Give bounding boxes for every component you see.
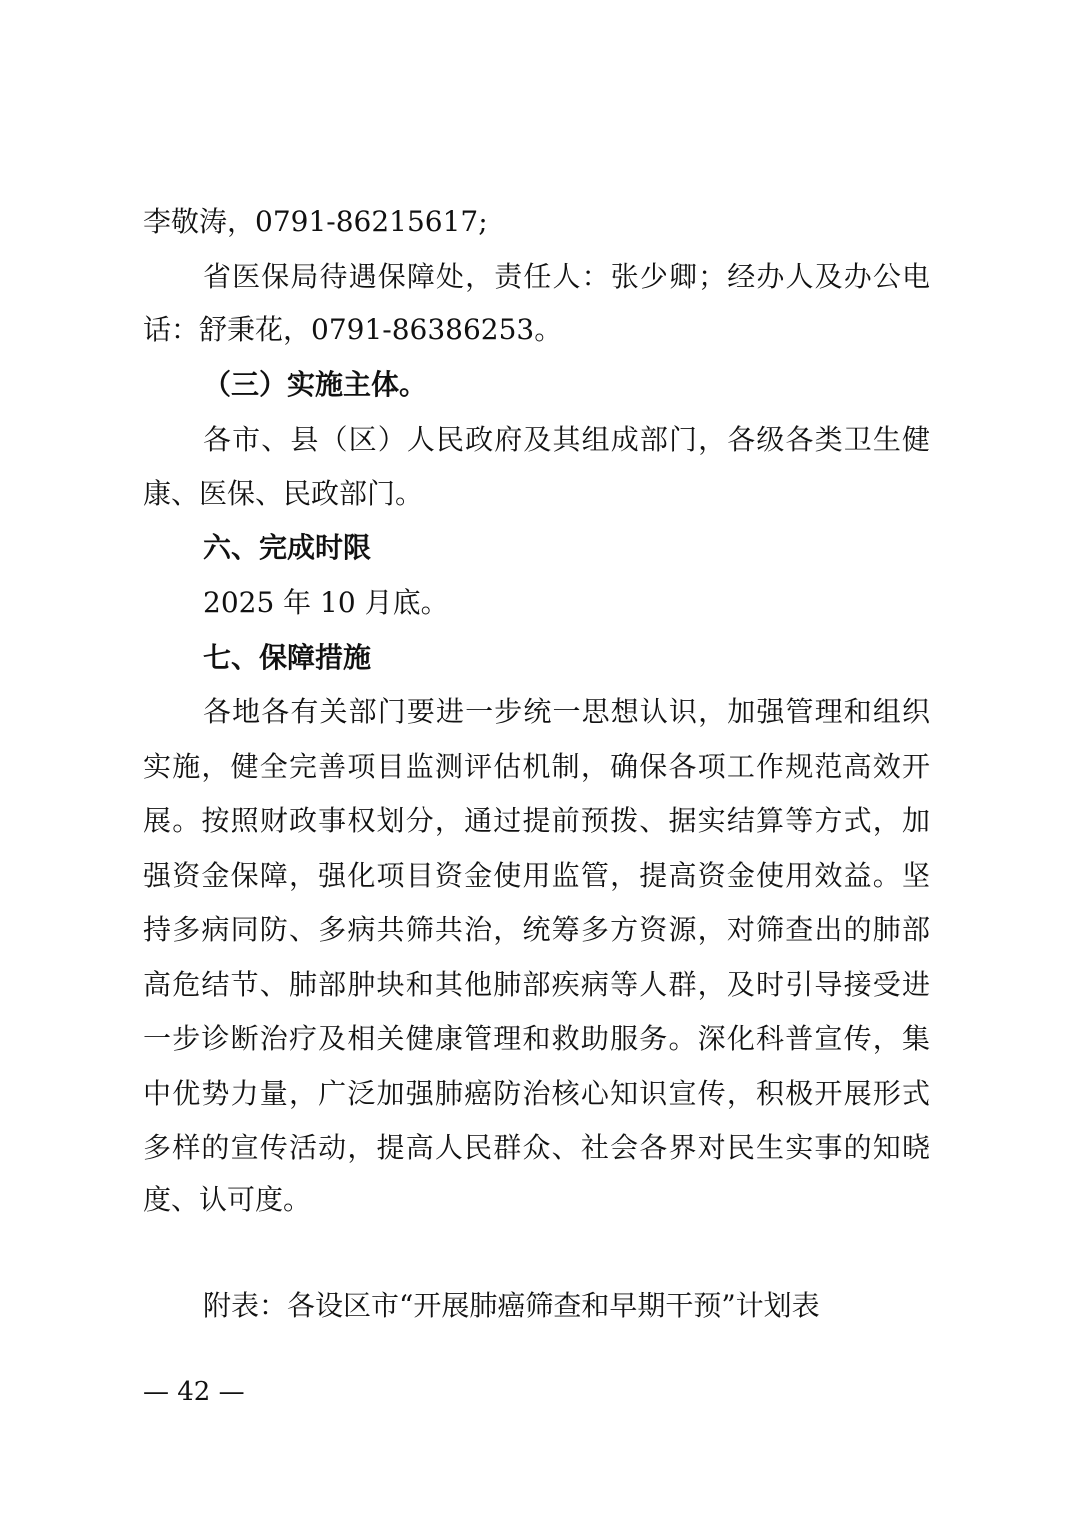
text-line: 省医保局待遇保障处，责任人：张少卿；经办人及办公电	[203, 260, 930, 293]
text-line: 各市、县（区）人民政府及其组成部门，各级各类卫生健	[203, 423, 930, 456]
text-line: 实施，健全完善项目监测评估机制，确保各项工作规范高效开	[143, 750, 930, 783]
section-heading: 七、保障措施	[203, 641, 372, 674]
text-line: 度、认可度。	[143, 1183, 312, 1216]
section-heading: 六、完成时限	[203, 531, 372, 564]
text-line: 李敬涛，0791-86215617;	[143, 205, 488, 238]
text-line: 展。按照财政事权划分，通过提前预拨、据实结算等方式，加	[143, 804, 930, 837]
text-line: 中优势力量，广泛加强肺癌防治核心知识宣传，积极开展形式	[143, 1077, 930, 1110]
attachment-note: 附表：各设区市“开展肺癌筛查和早期干预”计划表	[203, 1289, 820, 1322]
text-line: 强资金保障，强化项目资金使用监管，提高资金使用效益。坚	[143, 859, 930, 892]
text-line: 2025 年 10 月底。	[203, 586, 449, 619]
subsection-heading: （三）实施主体。	[203, 368, 428, 401]
text-line: 话：舒秉花，0791-86386253。	[143, 313, 563, 346]
text-line: 高危结节、肺部肿块和其他肺部疾病等人群，及时引导接受进	[143, 968, 930, 1001]
text-line: 康、医保、民政部门。	[143, 477, 424, 510]
text-line: 持多病同防、多病共筛共治，统筹多方资源，对筛查出的肺部	[143, 913, 930, 946]
text-line: 各地各有关部门要进一步统一思想认识，加强管理和组织	[203, 695, 930, 728]
text-line: 多样的宣传活动，提高人民群众、社会各界对民生实事的知晓	[143, 1131, 930, 1164]
text-line: 一步诊断治疗及相关健康管理和救助服务。深化科普宣传，集	[143, 1022, 930, 1055]
page-number: — 42 —	[143, 1377, 245, 1407]
